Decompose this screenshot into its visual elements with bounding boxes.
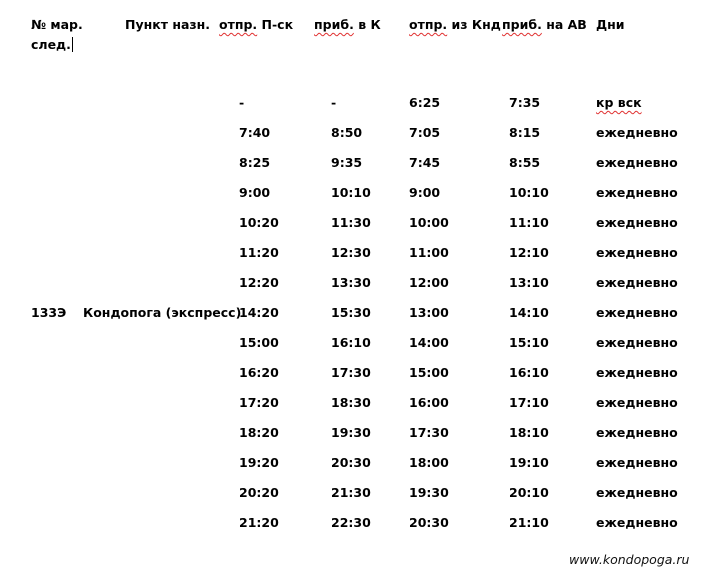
cell-dep-knd: 12:00 xyxy=(409,275,449,290)
cell-dep-psk: 7:40 xyxy=(239,125,271,140)
header-destination xyxy=(125,15,210,35)
cell-arr-k: 12:30 xyxy=(331,245,371,260)
cell-arr-av: 14:10 xyxy=(509,305,549,320)
cell-dep-knd: 18:00 xyxy=(409,455,449,470)
cell-dep-knd: 16:00 xyxy=(409,395,449,410)
cell-dep-psk: 12:20 xyxy=(239,275,279,290)
cell-dep-psk: 17:20 xyxy=(239,395,279,410)
cell-days: ежедневно xyxy=(596,185,678,200)
cell-dep-psk: 21:20 xyxy=(239,515,279,530)
cell-days: ежедневно xyxy=(596,275,678,290)
cell-dep-knd: 7:05 xyxy=(409,125,441,140)
header-arrival-av xyxy=(502,15,587,35)
cell-arr-av: 19:10 xyxy=(509,455,549,470)
header-departure-knd-a: отпр. xyxy=(409,17,448,32)
cell-arr-k: 20:30 xyxy=(331,455,371,470)
cell-days: ежедневно xyxy=(596,305,678,320)
cell-dep-knd: 6:25 xyxy=(409,95,441,110)
cell-dep-knd: 20:30 xyxy=(409,515,449,530)
header-departure-psk-a: отпр. xyxy=(219,17,258,32)
cell-dep-knd: 15:00 xyxy=(409,365,449,380)
cell-days: ежедневно xyxy=(596,335,678,350)
cell-dep-psk: - xyxy=(239,95,245,110)
cell-days: ежедневно xyxy=(596,155,678,170)
cell-dep-psk: 8:25 xyxy=(239,155,271,170)
cell-arr-av: 8:55 xyxy=(509,155,541,170)
cell-dep-psk: 15:00 xyxy=(239,335,279,350)
cell-arr-av: 13:10 xyxy=(509,275,549,290)
header-arrival-k xyxy=(314,15,381,35)
cell-arr-av: 16:10 xyxy=(509,365,549,380)
cell-days: кр вск xyxy=(596,95,642,110)
route-number: 133Э xyxy=(31,305,67,320)
cell-dep-psk: 14:20 xyxy=(239,305,279,320)
cell-dep-knd: 17:30 xyxy=(409,425,449,440)
site-watermark: www.kondopoga.ru xyxy=(569,552,690,567)
cell-dep-knd: 13:00 xyxy=(409,305,449,320)
header-arrival-k-b: в К xyxy=(358,17,381,32)
cell-days: ежедневно xyxy=(596,515,678,530)
cell-arr-av: 17:10 xyxy=(509,395,549,410)
cell-days: ежедневно xyxy=(596,425,678,440)
cell-days: ежедневно xyxy=(596,215,678,230)
cell-arr-av: 10:10 xyxy=(509,185,549,200)
cell-arr-av: 7:35 xyxy=(509,95,541,110)
cell-arr-k: 22:30 xyxy=(331,515,371,530)
header-days-label: Дни xyxy=(596,17,625,32)
cell-dep-psk: 19:20 xyxy=(239,455,279,470)
cell-arr-av: 8:15 xyxy=(509,125,541,140)
cell-arr-k: 10:10 xyxy=(331,185,371,200)
header-departure-psk-b: П-ск xyxy=(261,17,294,32)
cell-arr-av: 11:10 xyxy=(509,215,549,230)
cell-dep-knd: 11:00 xyxy=(409,245,449,260)
header-arrival-k-a: приб. xyxy=(314,17,354,32)
header-route-number-line1: № мар. xyxy=(31,17,83,32)
header-route-number-line2: след. xyxy=(31,37,71,52)
cell-dep-psk: 11:20 xyxy=(239,245,279,260)
cell-arr-k: 17:30 xyxy=(331,365,371,380)
cell-arr-k: 11:30 xyxy=(331,215,371,230)
cell-dep-knd: 7:45 xyxy=(409,155,441,170)
cell-dep-psk: 20:20 xyxy=(239,485,279,500)
cell-days: ежедневно xyxy=(596,365,678,380)
header-destination-label: Пункт назн. xyxy=(125,17,211,32)
text-cursor xyxy=(72,37,73,52)
cell-arr-av: 15:10 xyxy=(509,335,549,350)
cell-dep-psk: 18:20 xyxy=(239,425,279,440)
header-route-number xyxy=(31,15,83,55)
cell-arr-k: 18:30 xyxy=(331,395,371,410)
header-departure-psk xyxy=(219,15,293,35)
cell-arr-k: 15:30 xyxy=(331,305,371,320)
cell-arr-k: 21:30 xyxy=(331,485,371,500)
cell-days: ежедневно xyxy=(596,395,678,410)
cell-arr-k: 16:10 xyxy=(331,335,371,350)
cell-arr-k: 9:35 xyxy=(331,155,363,170)
header-departure-knd-b: из Кнд xyxy=(451,17,501,32)
cell-dep-knd: 10:00 xyxy=(409,215,449,230)
cell-arr-av: 12:10 xyxy=(509,245,549,260)
cell-arr-k: 19:30 xyxy=(331,425,371,440)
cell-days: ежедневно xyxy=(596,485,678,500)
cell-arr-k: - xyxy=(331,95,337,110)
cell-days: ежедневно xyxy=(596,245,678,260)
cell-dep-knd: 14:00 xyxy=(409,335,449,350)
cell-arr-k: 13:30 xyxy=(331,275,371,290)
cell-days: ежедневно xyxy=(596,125,678,140)
cell-dep-knd: 9:00 xyxy=(409,185,441,200)
cell-dep-psk: 10:20 xyxy=(239,215,279,230)
header-arrival-av-b: на АВ xyxy=(546,17,587,32)
cell-arr-k: 8:50 xyxy=(331,125,363,140)
cell-arr-av: 21:10 xyxy=(509,515,549,530)
cell-arr-av: 20:10 xyxy=(509,485,549,500)
route-destination: Кондопога (экспресс) xyxy=(83,305,242,320)
cell-days: ежедневно xyxy=(596,455,678,470)
header-days xyxy=(596,15,625,35)
cell-arr-av: 18:10 xyxy=(509,425,549,440)
cell-dep-psk: 9:00 xyxy=(239,185,271,200)
cell-dep-knd: 19:30 xyxy=(409,485,449,500)
header-departure-knd xyxy=(409,15,501,35)
header-arrival-av-a: приб. xyxy=(502,17,542,32)
cell-dep-psk: 16:20 xyxy=(239,365,279,380)
